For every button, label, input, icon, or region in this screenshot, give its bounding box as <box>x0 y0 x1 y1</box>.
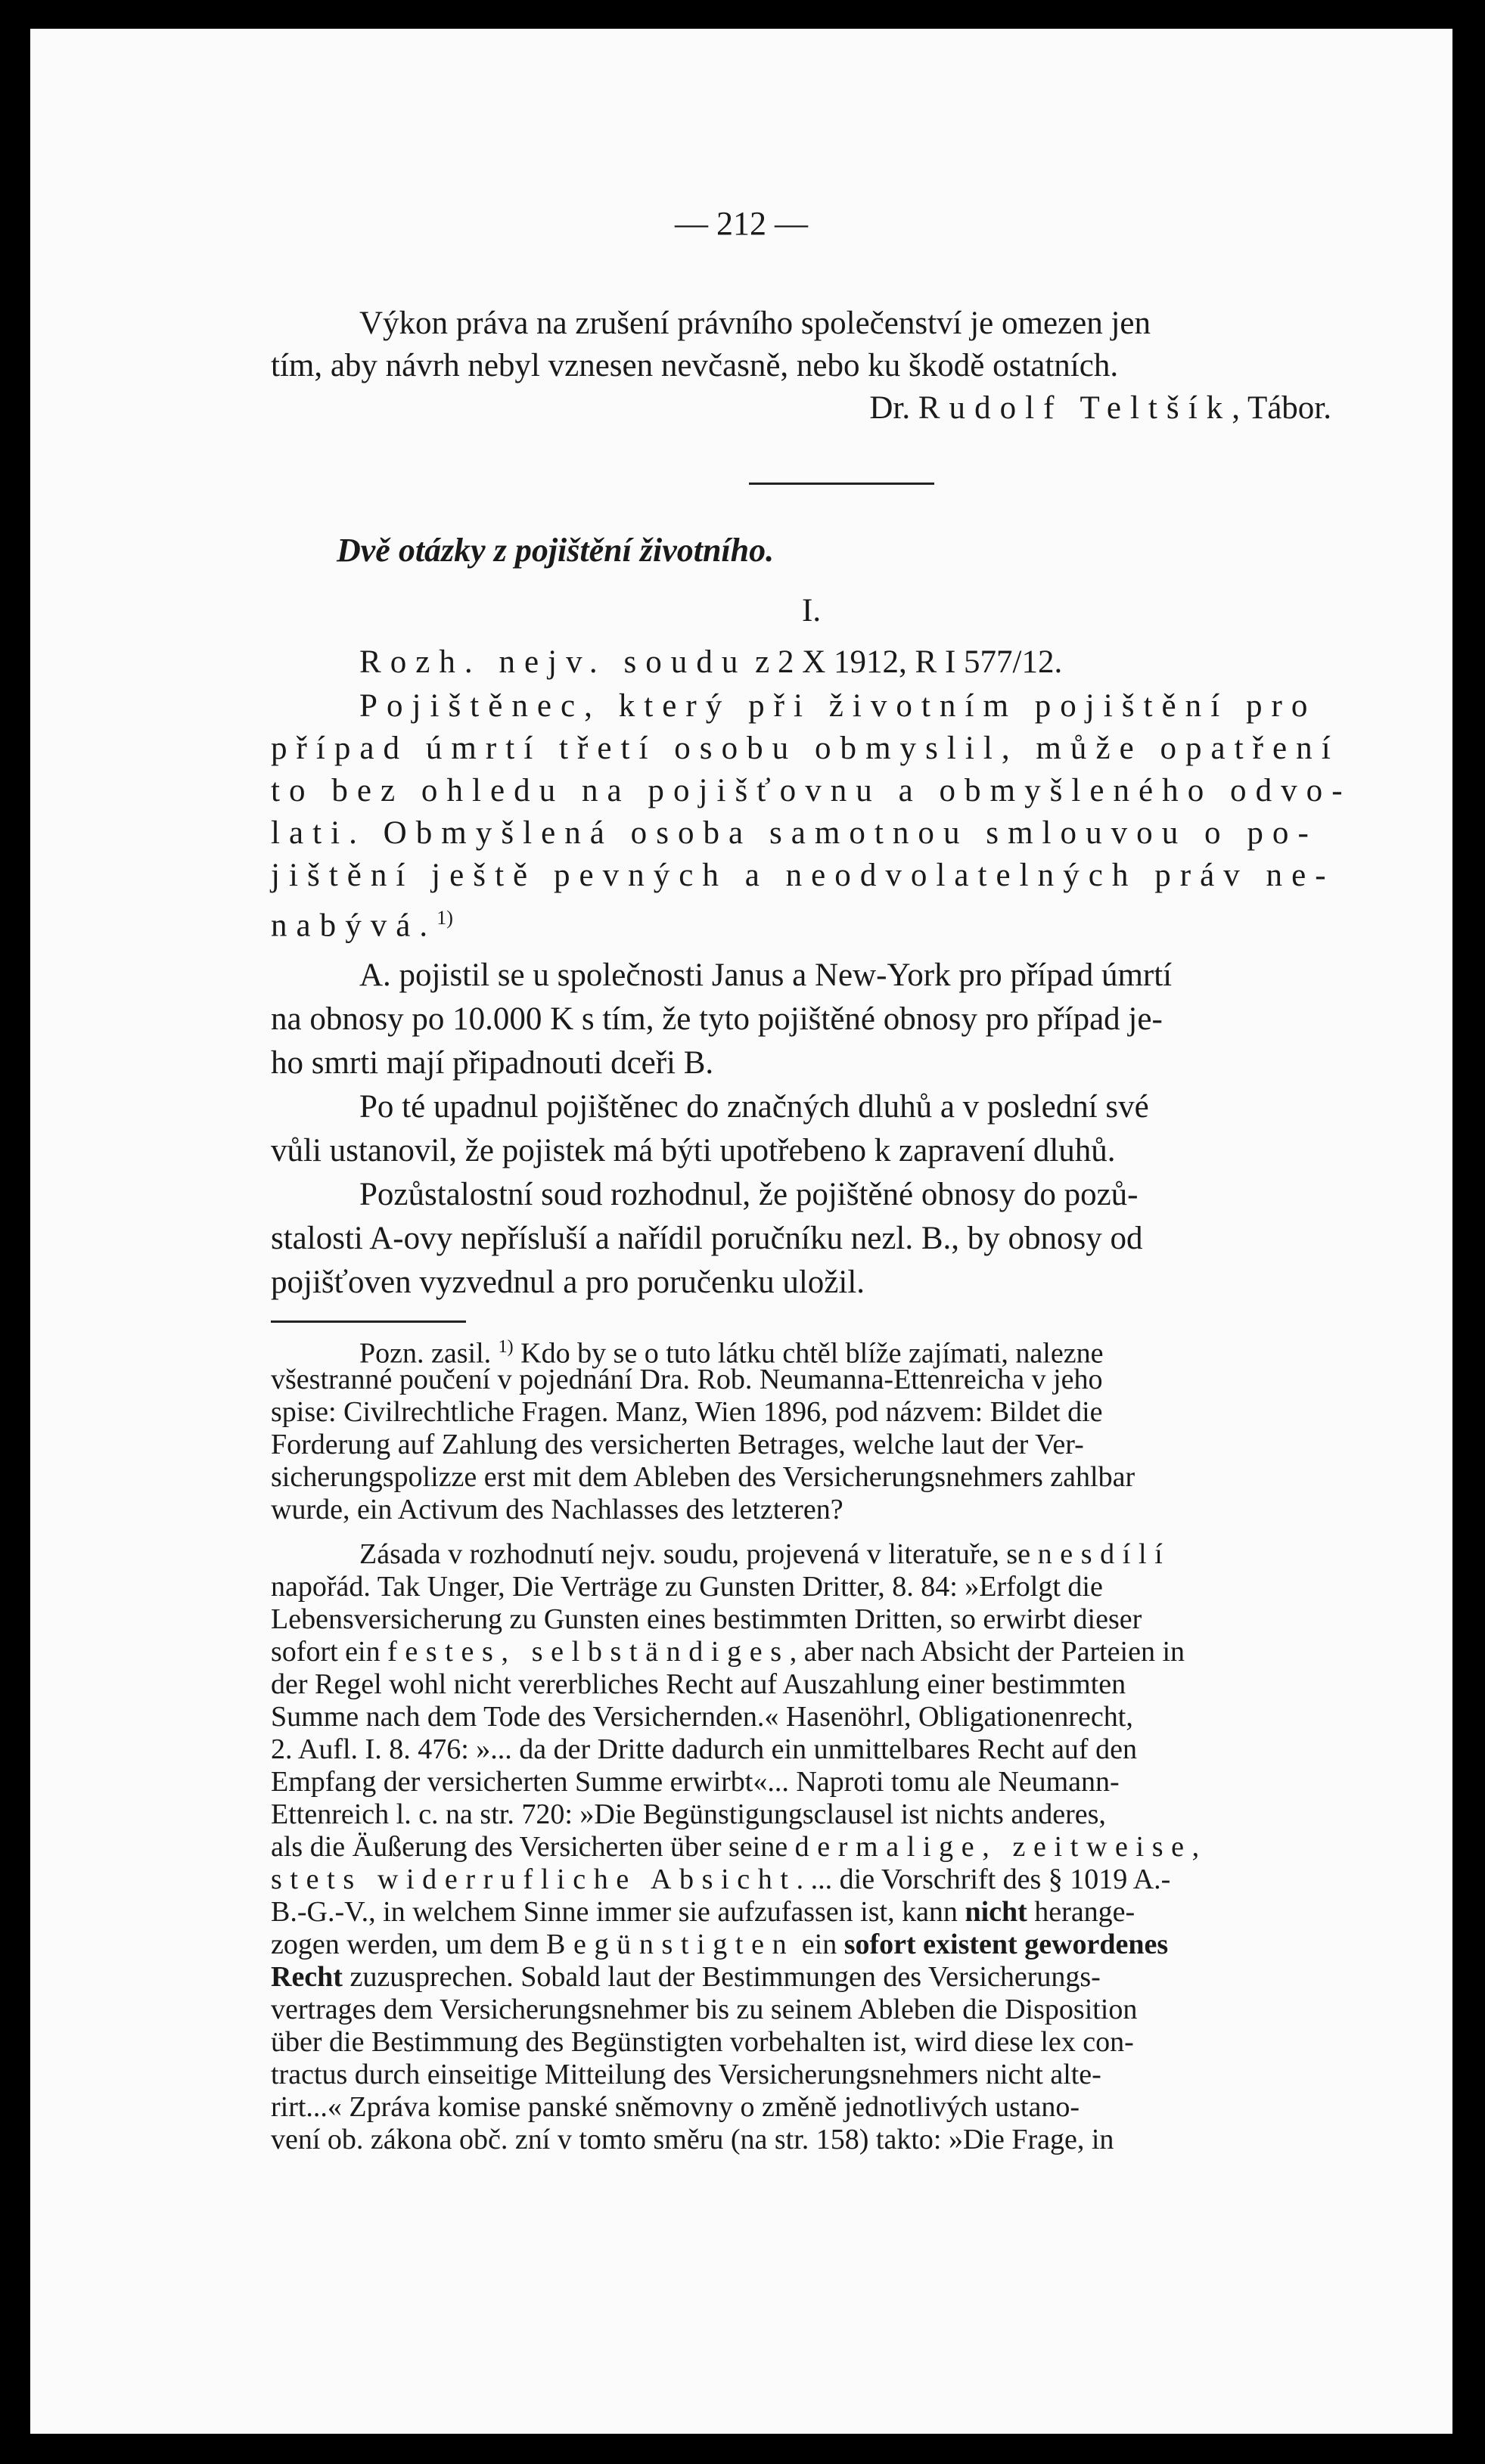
footnote-line: über die Bestimmung des Begünstigten vorbehalten ist, wird diese lex con- <box>271 2026 1134 2058</box>
footnote-line: stets widerrufliche Absicht. ... die Vorschrift des § 1019 A.- <box>271 1864 1171 1895</box>
footnote-line: napořád. Tak Unger, Die Verträge zu Gunsten Dritter, 8. 84: »Erfolgt die <box>271 1571 1103 1603</box>
paragraph-line: na obnosy po 10.000 K s tím, že tyto pojištěné obnosy pro případ je- <box>271 1001 1163 1037</box>
headnote-line: nabývá.$^{1)}$ <box>271 907 453 944</box>
intro-line: tím, aby návrh nebyl vznesen nevčasně, nebo ku škodě ostatních. <box>271 348 1119 383</box>
ruling-reference: Rozh. nejv. soudu z 2 X 1912, R I 577/12. <box>359 644 1063 680</box>
paragraph-line: pojišťoven vyzvednul a pro poručenku uložil. <box>271 1265 865 1300</box>
footnote-line: Empfang der versicherten Summe erwirbt«... Naproti tomu ale Neumann- <box>271 1766 1120 1798</box>
footnote-line: wurde, ein Activum des Nachlasses des letzteren? <box>271 1494 843 1525</box>
paragraph-line: Pozůstalostní soud rozhodnul, že pojištěné obnosy do pozů- <box>359 1177 1139 1212</box>
headnote-line: případ úmrtí třetí osobu obmyslil, může opatření <box>271 731 1340 766</box>
footnote-line: Ettenreich l. c. na str. 720: »Die Begünstigungsclausel ist nichts anderes, <box>271 1798 1106 1830</box>
signature-prefix: Dr. <box>869 390 911 426</box>
headnote-line: lati. Obmyšlená osoba samotnou smlouvou o po- <box>271 815 1318 851</box>
headnote-line: Pojištěnec, který při životním pojištění pro <box>359 688 1317 724</box>
author-signature <box>869 386 1331 431</box>
footnote-line: B.-G.-V., in welchem Sinne immer sie aufzufassen ist, kann nicht herange- <box>271 1896 1135 1928</box>
headnote-line: jištění ještě pevných a neodvolatelných práv ne- <box>271 858 1335 893</box>
footnote-line: Forderung auf Zahlung des versicherten Betrages, welche laut der Ver- <box>271 1429 1084 1460</box>
paragraph-line: Po té upadnul pojištěnec do značných dluhů a v poslední své <box>359 1089 1149 1125</box>
footnote-line: 2. Aufl. I. 8. 476: »... da der Dritte dadurch ein unmittelbares Recht auf den <box>271 1733 1137 1765</box>
footnote-line: als die Äußerung des Versicherten über seine dermalige, zeitweise, <box>271 1831 1207 1863</box>
footnote-line: Pozn. zasil. $^{1)}$ Kdo by se o tuto látku chtěl blíže zajímati, nalezne <box>359 1337 1104 1370</box>
book-page <box>30 29 1452 2434</box>
footnote-line: tractus durch einseitige Mitteilung des Versicherungsnehmers nicht alte- <box>271 2059 1101 2090</box>
footnote-line: sofort ein festes, selbständiges, aber nach Absicht der Parteien in <box>271 1636 1185 1668</box>
footnote-rule <box>271 1320 466 1323</box>
footnote-line: sicherungspolizze erst mit dem Ableben des Versicherungsnehmers zahlbar <box>271 1461 1135 1493</box>
paragraph-line: A. pojistil se u společnosti Janus a New-York pro případ úmrtí <box>359 957 1173 993</box>
footnote-line: der Regel wohl nicht vererbliches Recht auf Auszahlung einer bestimmten <box>271 1668 1126 1700</box>
footnote-line: Zásada v rozhodnutí nejv. soudu, projevená v literatuře, se nesdílí <box>359 1538 1171 1570</box>
footnote-line: rirt...« Zpráva komise panské sněmovny o změně jednotlivých ustano- <box>271 2091 1080 2123</box>
footnote-line: vertrages dem Versicherungsnehmer bis zu seinem Ableben die Disposition <box>271 1994 1138 2025</box>
footnote-line: spise: Civilrechtliche Fragen. Manz, Wien 1896, pod názvem: Bildet die <box>271 1396 1103 1428</box>
footnote-line: zogen werden, um dem Begünstigten ein sofort existent gewordenes <box>271 1929 1169 1960</box>
footnote-line: vení ob. zákona obč. zní v tomto směru (na str. 158) takto: »Die Frage, in <box>271 2124 1114 2155</box>
page-number: — 212 — <box>675 205 808 242</box>
footnote-line: Summe nach dem Tode des Versichernden.« Hasenöhrl, Obligationenrecht, <box>271 1701 1133 1733</box>
headnote-line: to bez ohledu na pojišťovnu a obmyšleného odvo- <box>271 773 1352 808</box>
paragraph-line: stalosti A-ovy nepřísluší a nařídil poručníku nezl. B., by obnosy od <box>271 1221 1143 1256</box>
intro-line: Výkon práva na zrušení právního společenství je omezen jen <box>359 306 1151 341</box>
footnote-ref: 1) <box>436 907 453 929</box>
signature-suffix: , Tábor. <box>1232 390 1331 426</box>
footnote-line: Lebensversicherung zu Gunsten eines bestimmten Dritten, so erwirbt dieser <box>271 1603 1142 1635</box>
section-divider <box>749 483 934 485</box>
paragraph-line: vůli ustanovil, že pojistek má býti upotřebeno k zapravení dluhů. <box>271 1133 1116 1168</box>
paragraph-line: ho smrti mají připadnouti dceři B. <box>271 1045 714 1081</box>
footnote-line: Recht zuzusprechen. Sobald laut der Bestimmungen des Versicherungs- <box>271 1961 1101 1993</box>
footnote-line: všestranné poučení v pojednání Dra. Rob. Neumanna-Ettenreicha v jeho <box>271 1364 1103 1395</box>
article-title: Dvě otázky z pojištění životního. <box>337 532 775 569</box>
signature-name: Rudolf Teltšík <box>918 390 1232 426</box>
section-number: I. <box>802 593 822 628</box>
footnote-marker: 1) <box>498 1337 514 1357</box>
